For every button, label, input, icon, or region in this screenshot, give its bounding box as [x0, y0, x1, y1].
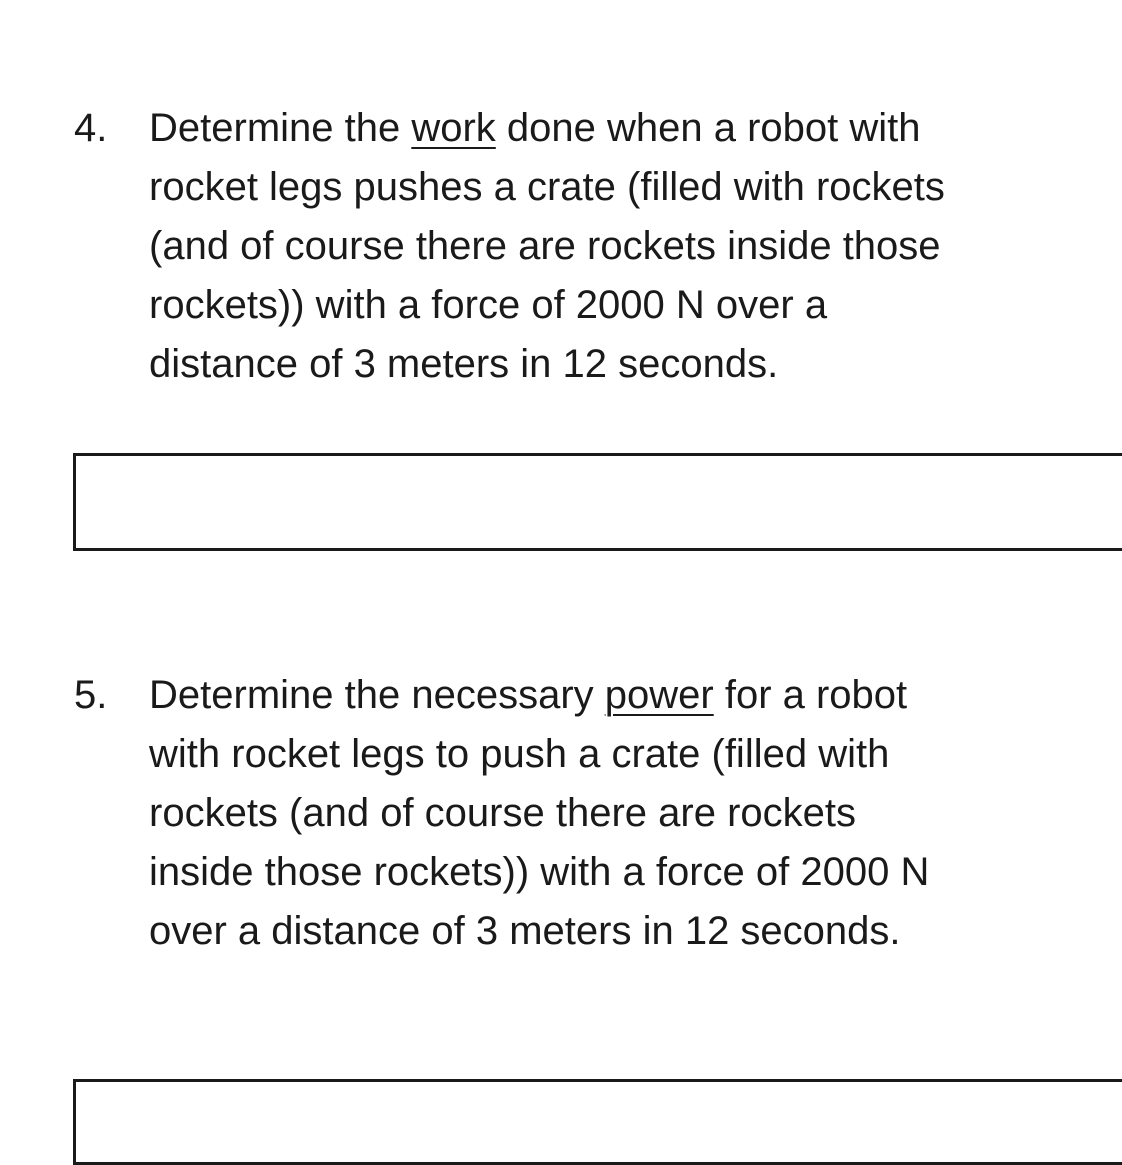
question-line: with rocket legs to push a crate (filled with: [149, 732, 890, 776]
question-number: 5.: [74, 673, 108, 717]
question-line: inside those rockets)) with a force of 2000 N: [149, 850, 930, 894]
text-segment: Determine the: [149, 106, 412, 150]
text-segment: Determine the necessary: [149, 673, 605, 717]
question-text: [149, 99, 1069, 394]
text-segment: done when a robot with: [495, 106, 921, 150]
answer-box-4[interactable]: [73, 453, 1122, 551]
question-line: (and of course there are rockets inside those: [149, 224, 941, 268]
underlined-keyword: power: [604, 673, 714, 717]
question-line: rockets)) with a force of 2000 N over a: [149, 283, 828, 327]
question-line: [149, 666, 1069, 725]
answer-box-5[interactable]: [73, 1079, 1122, 1165]
text-segment: for a robot: [713, 673, 908, 717]
question-text: [149, 666, 1069, 961]
question-number: 4.: [74, 106, 108, 150]
question-line: rocket legs pushes a crate (filled with rockets: [149, 165, 945, 209]
question-line: distance of 3 meters in 12 seconds.: [149, 342, 779, 386]
underlined-keyword: work: [411, 106, 496, 150]
question-line: rockets (and of course there are rockets: [149, 791, 856, 835]
question-line: [149, 99, 1069, 158]
question-line: over a distance of 3 meters in 12 seconds.: [149, 909, 901, 953]
